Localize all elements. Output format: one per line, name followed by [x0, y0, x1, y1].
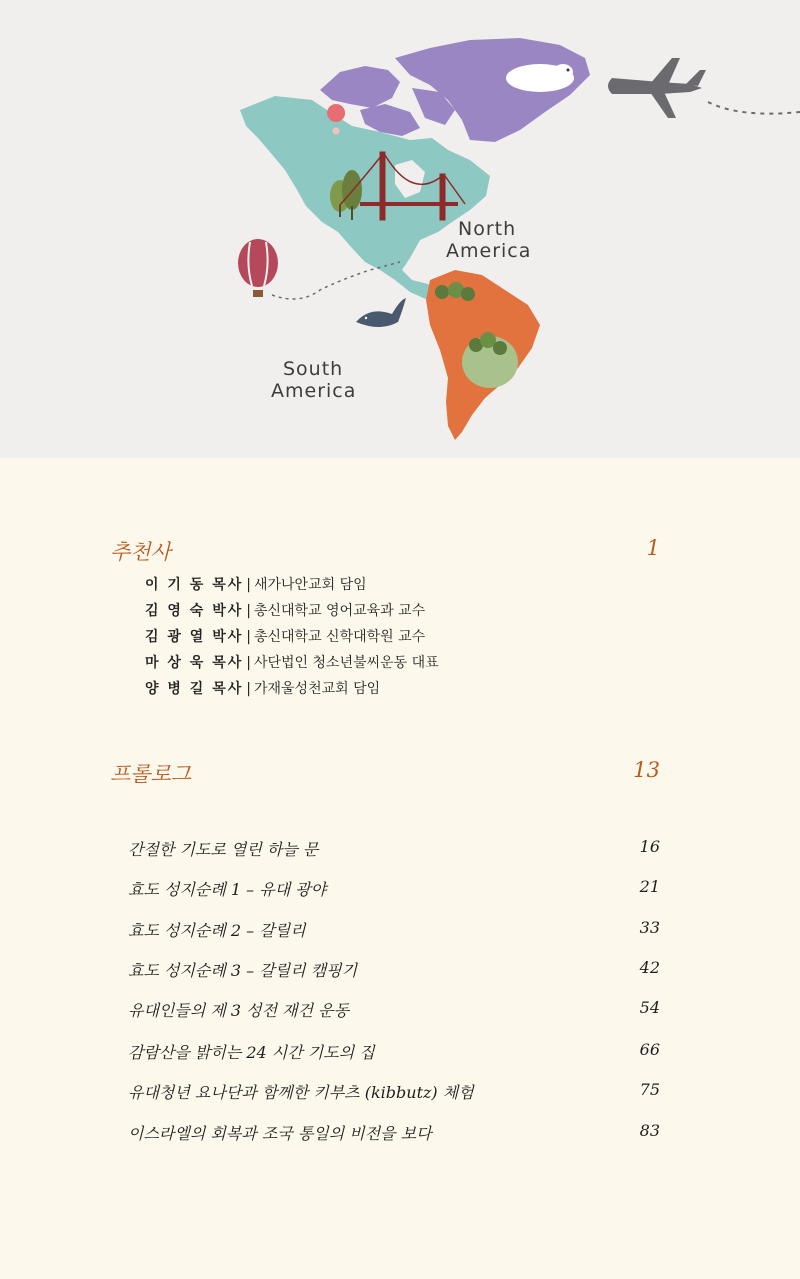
toc-entry-page: 54 [639, 998, 660, 1017]
recommender-desc: 가재울성천교회 담임 [253, 681, 381, 697]
airplane-icon [608, 58, 706, 118]
toc-entry-page: 42 [639, 958, 660, 977]
recommender-desc: 새가나안교회 담임 [253, 577, 367, 593]
toc-entry-page: 75 [639, 1080, 660, 1099]
recommender-name: 김 광 열 박사 [145, 629, 244, 645]
whale-icon [356, 298, 406, 327]
prologue-title[interactable]: 프롤로그 [110, 762, 192, 786]
recommender-desc: 총신대학교 영어교육과 교수 [253, 603, 426, 619]
separator: | [246, 681, 251, 697]
recommender-row [145, 574, 367, 594]
map-illustration [0, 0, 800, 458]
prologue-page: 13 [633, 758, 660, 782]
toc-entry-title: 이스라엘의 회복과 조국 통일의 비전을 보다 [128, 1124, 432, 1143]
recommender-name: 마 상 욱 목사 [145, 655, 244, 671]
table-of-contents [0, 458, 800, 1279]
south-america-label-line1: South [283, 358, 344, 380]
south-america-label-line2: America [271, 380, 357, 402]
north-america-label-line2: America [446, 240, 532, 262]
recommender-row [145, 626, 425, 646]
recommender-row [145, 600, 425, 620]
toc-entry-title: 감람산을 밝히는 24 시간 기도의 집 [128, 1043, 375, 1062]
recommender-name: 김 영 숙 박사 [145, 603, 244, 619]
toc-entry-page: 83 [639, 1121, 660, 1140]
recommender-name: 양 병 길 목사 [145, 681, 244, 697]
north-america-label [446, 218, 532, 262]
north-america-label-line1: North [458, 218, 517, 240]
recommender-desc: 총신대학교 신학대학원 교수 [253, 629, 426, 645]
toc-entry-page: 21 [639, 877, 660, 896]
recommend-title: 추천사 [110, 540, 171, 564]
toc-entry-page: 16 [639, 837, 660, 856]
toc-entry-title: 효도 성지순례 2 – 갈릴리 [128, 921, 306, 940]
toc-entry-title: 효도 성지순례 1 – 유대 광야 [128, 880, 327, 899]
separator: | [246, 655, 251, 671]
recommend-page: 1 [646, 536, 660, 560]
recommender-row [145, 678, 380, 698]
polar-bear-icon [506, 64, 574, 92]
recommender-row [145, 652, 439, 672]
toc-entry-page: 66 [639, 1040, 660, 1059]
recommender-name: 이 기 동 목사 [145, 577, 244, 593]
americas-map [0, 0, 800, 458]
toc-entry-title: 유대청년 요나단과 함께한 키부츠 (kibbutz) 체험 [128, 1083, 474, 1102]
south-america-label [271, 358, 357, 402]
toc-entry-title: 효도 성지순례 3 – 갈릴리 캠핑기 [128, 961, 358, 980]
separator: | [246, 577, 251, 593]
recommender-desc: 사단법인 청소년불씨운동 대표 [253, 655, 439, 671]
toc-entry-title: 유대인들의 제 3 성전 재건 운동 [128, 1001, 350, 1020]
separator: | [246, 629, 251, 645]
toc-entry-page: 33 [639, 918, 660, 937]
north-america-shape [240, 96, 490, 300]
toc-entry-title: 간절한 기도로 열린 하늘 문 [128, 840, 319, 859]
hot-air-balloon-icon [238, 239, 278, 297]
separator: | [246, 603, 251, 619]
